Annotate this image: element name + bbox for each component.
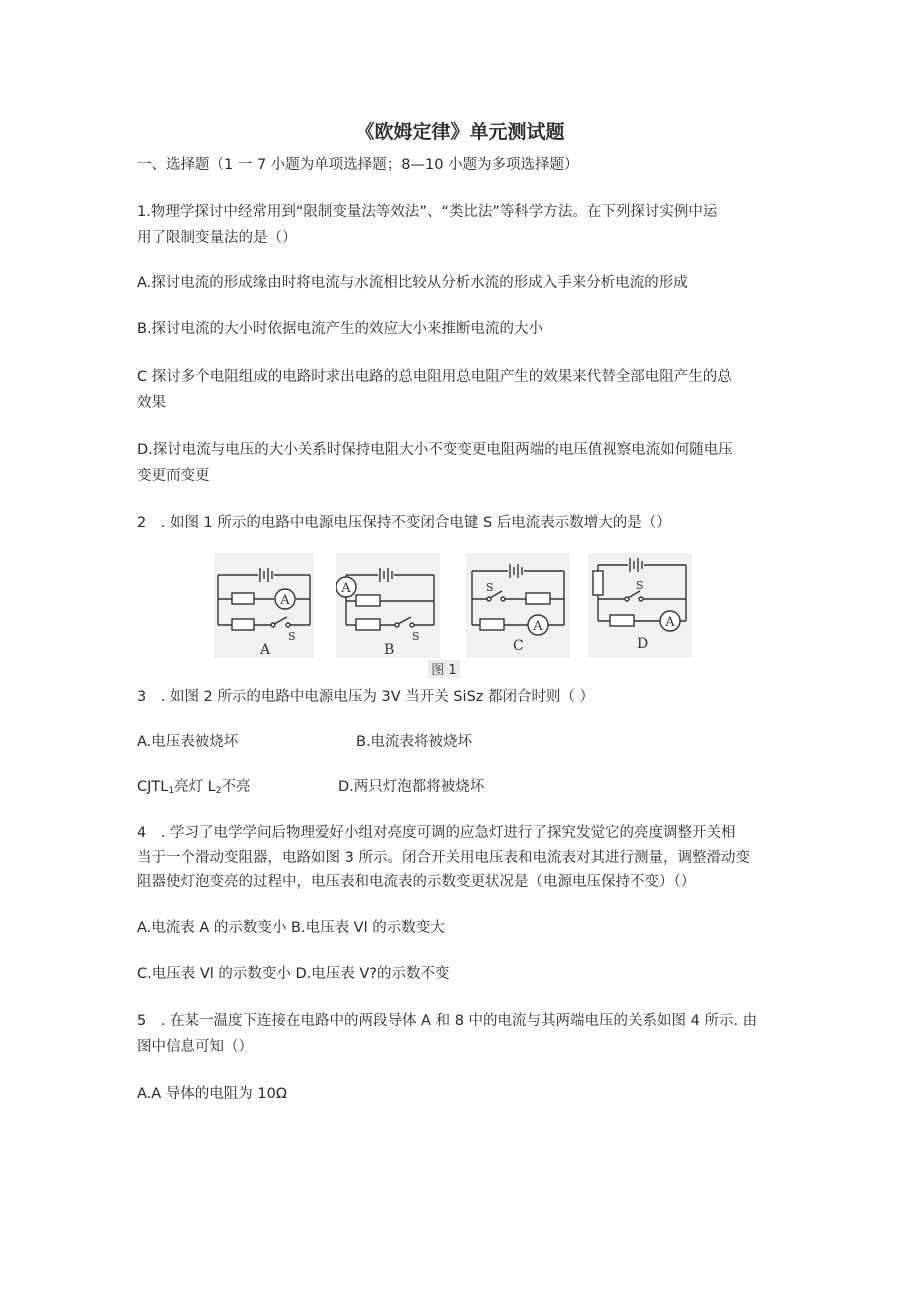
svg-text:S: S bbox=[486, 581, 494, 594]
q3-option-d: D.两只灯泡都将被烧坏 bbox=[338, 779, 485, 795]
svg-text:S: S bbox=[288, 630, 296, 643]
q3-option-c-suffix: 不亮 bbox=[221, 779, 251, 795]
q3-option-c-prefix: CJTL bbox=[137, 779, 169, 795]
q3-option-c-sub2: 2 bbox=[215, 786, 222, 796]
svg-text:图 1: 图 1 bbox=[431, 663, 457, 678]
q1-option-a: A.探讨电流的形成缘由时将电流与水流相比较从分析水流的形成入手来分析电流的形成 bbox=[137, 275, 688, 291]
q3-stem: 3 . 如图 2 所示的电路中电源电压为 3V 当开关 SiSz 都闭合时则（ ） bbox=[137, 689, 595, 705]
q2-stem: 2 . 如图 1 所示的电路中电源电压保持不变闭合电键 S 后电流表示数增大的是（） bbox=[137, 515, 671, 531]
q4-options-ab: A.电流表 A 的示数变小 B.电压表 Vl 的示数变大 bbox=[137, 920, 445, 936]
q4-options-cd: C.电压表 Vl 的示数变小 D.电压表 V?的示数不变 bbox=[137, 966, 450, 982]
q5-stem-line1: 5 . 在某一温度下连接在电路中的两段导体 A 和 8 中的电流与其两端电压的关系如图 4 所示. 由 bbox=[137, 1013, 758, 1029]
svg-text:A: A bbox=[665, 615, 675, 630]
q4-stem-line2: 当于一个滑动变阻器，电路如图 3 所示。闭合开关用电压表和电流表对其进行测量，调整滑动变 bbox=[137, 850, 750, 866]
q1-option-d-line2: 变更而变更 bbox=[137, 468, 210, 484]
svg-text:S: S bbox=[636, 579, 644, 592]
q3-option-c-mid: 亮灯 L bbox=[174, 779, 216, 795]
svg-text:A: A bbox=[341, 581, 351, 596]
q1-stem-line2: 用了限制变量法的是（） bbox=[137, 230, 297, 246]
circuit-diagram-d bbox=[588, 553, 692, 658]
q3-option-b: B.电流表将被烧坏 bbox=[356, 734, 473, 750]
q3-option-c bbox=[137, 776, 251, 802]
q1-option-d-line1: D.探讨电流与电压的大小关系时保持电阻大小不变变更电阻两端的电压值视察电流如何随电压 bbox=[137, 442, 733, 458]
section-heading: 一、选择题（1 一 7 小题为单项选择题；8—10 小题为多项选择题） bbox=[137, 157, 579, 173]
svg-text:A: A bbox=[533, 619, 543, 634]
circuit-diagram-a bbox=[214, 553, 314, 658]
q3-option-a: A.电压表被烧坏 bbox=[137, 734, 239, 750]
q5-option-a: A.A 导体的电阻为 10Ω bbox=[137, 1086, 287, 1102]
circuit-diagram-b bbox=[336, 553, 440, 658]
q4-stem-line1: 4 . 学习了电学学问后物理爱好小组对亮度可调的应急灯进行了探究发觉它的亮度调整开关相 bbox=[137, 825, 736, 841]
svg-text:A: A bbox=[260, 642, 271, 658]
page-title: 《欧姆定律》单元测试题 bbox=[355, 121, 565, 143]
q1-stem-line1: 1.物理学探讨中经常用到“限制变量法等效法”、“类比法”等科学方法。在下列探讨实例中运 bbox=[137, 204, 718, 220]
q3-option-c-sub1: 1 bbox=[168, 786, 175, 796]
svg-text:B: B bbox=[384, 642, 395, 658]
figure-1-caption bbox=[428, 660, 460, 678]
svg-text:A: A bbox=[280, 593, 290, 608]
q1-option-c-line2: 效果 bbox=[137, 395, 166, 411]
svg-text:C: C bbox=[513, 638, 524, 654]
q4-stem-line3: 阻器使灯泡变亮的过程中，电压表和电流表的示数变更状况是（电源电压保持不变）（） bbox=[137, 874, 696, 890]
circuit-diagram-c bbox=[466, 553, 570, 658]
q5-stem-line2: 图中信息可知（） bbox=[137, 1039, 253, 1055]
svg-text:D: D bbox=[637, 636, 649, 652]
q1-option-b: B.探讨电流的大小时依据电流产生的效应大小来推断电流的大小 bbox=[137, 321, 544, 337]
svg-text:S: S bbox=[412, 630, 420, 643]
q1-option-c-line1: C 探讨多个电阻组成的电路时求出电路的总电阻用总电阻产生的效果来代替全部电阻产生的总 bbox=[137, 369, 732, 385]
